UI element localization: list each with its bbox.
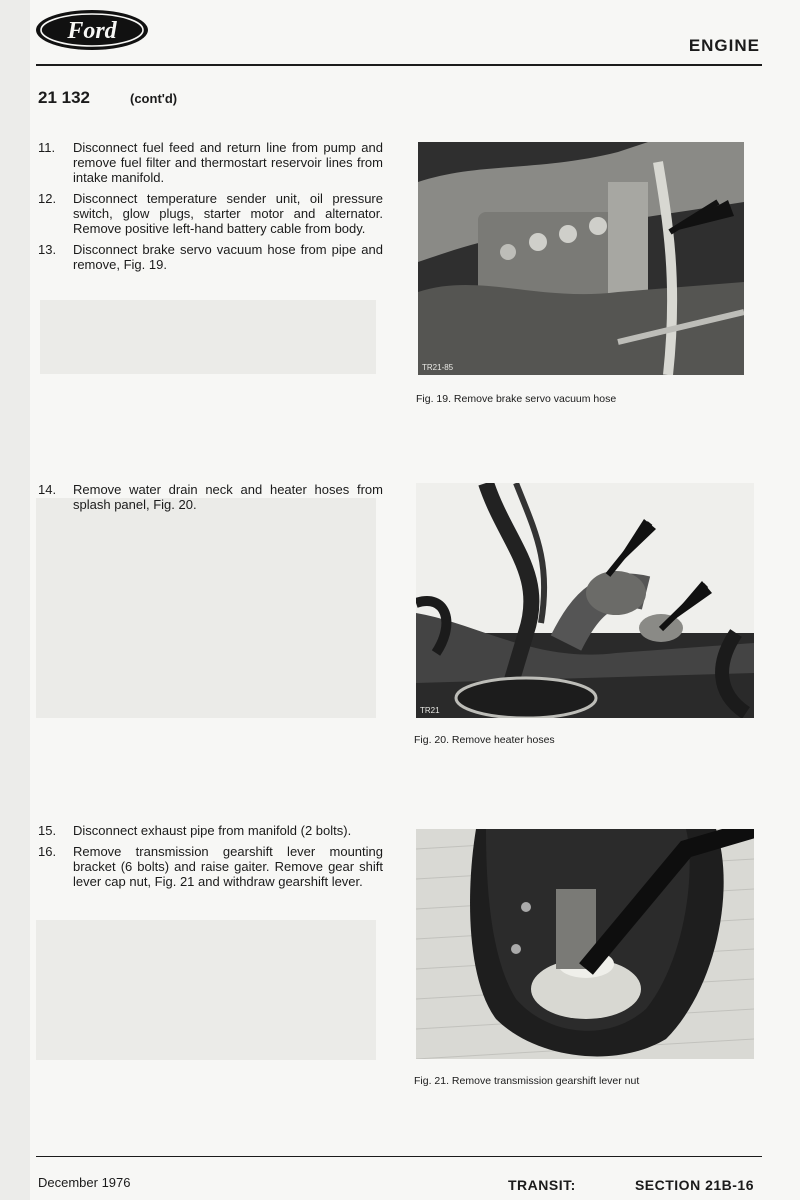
fig-20-caption: Fig. 20. Remove heater hoses bbox=[414, 734, 555, 746]
bleed-through-image bbox=[36, 920, 376, 1060]
step-14 bbox=[38, 482, 383, 512]
step-number: 14. bbox=[38, 482, 57, 497]
bleed-through-image bbox=[36, 498, 376, 718]
step-number: 11. bbox=[38, 140, 56, 155]
bleed-through-image bbox=[40, 300, 376, 374]
header-rule bbox=[36, 64, 762, 66]
step-text: Disconnect brake servo vacuum hose from pipe and remove, Fig. 19. bbox=[73, 242, 383, 272]
step-number: 15. bbox=[38, 823, 57, 838]
page-edge bbox=[0, 0, 30, 1200]
ford-logo bbox=[34, 8, 150, 52]
section-continued: (cont'd) bbox=[130, 91, 178, 106]
step-text: Remove water drain neck and heater hoses from splash panel, Fig. 20. bbox=[73, 482, 383, 512]
step-text: Disconnect temperature sender unit, oil pressure switch, glow plugs, starter motor and alternator. Remove positive left-hand battery cable from body. bbox=[73, 191, 383, 236]
steps-group-2 bbox=[38, 482, 383, 518]
step-text: Disconnect fuel feed and return line from pump and remove fuel filter and thermostart reservoir lines from intake manifold. bbox=[73, 140, 383, 185]
step-number: 12. bbox=[38, 191, 57, 206]
step-13 bbox=[38, 242, 383, 272]
footer-rule bbox=[36, 1156, 762, 1157]
section-number: 21 132 bbox=[38, 88, 90, 107]
step-16 bbox=[38, 844, 383, 889]
header-title: ENGINE bbox=[688, 36, 760, 55]
fig-21-photo bbox=[416, 829, 754, 1059]
fig-21-caption: Fig. 21. Remove transmission gearshift lever nut bbox=[414, 1075, 640, 1087]
step-11 bbox=[38, 140, 383, 185]
footer-section: SECTION 21B-16 bbox=[634, 1177, 754, 1193]
fig-19-caption: Fig. 19. Remove brake servo vacuum hose bbox=[416, 393, 617, 405]
steps-group-3 bbox=[38, 823, 383, 895]
fig-19-photo-label: TR21-85 bbox=[422, 363, 454, 372]
footer-model: TRANSIT: bbox=[508, 1177, 576, 1193]
fig-20-photo bbox=[416, 483, 754, 718]
fig-19-photo bbox=[418, 142, 744, 375]
ford-logo-text: Ford bbox=[67, 18, 117, 44]
step-12 bbox=[38, 191, 383, 236]
step-text: Remove transmission gearshift lever mounting bracket (6 bolts) and raise gaiter. Remove gear shift lever cap nut, Fig. 21 and withdraw gearshift lever. bbox=[73, 844, 383, 889]
footer-date: December 1976 bbox=[38, 1175, 131, 1190]
step-number: 16. bbox=[38, 844, 57, 859]
step-15 bbox=[38, 823, 383, 838]
fig-20-photo-label: TR21 bbox=[420, 706, 440, 715]
step-number: 13. bbox=[38, 242, 57, 257]
step-text: Disconnect exhaust pipe from manifold (2 bolts). bbox=[73, 823, 352, 838]
steps-group-1 bbox=[38, 140, 383, 278]
